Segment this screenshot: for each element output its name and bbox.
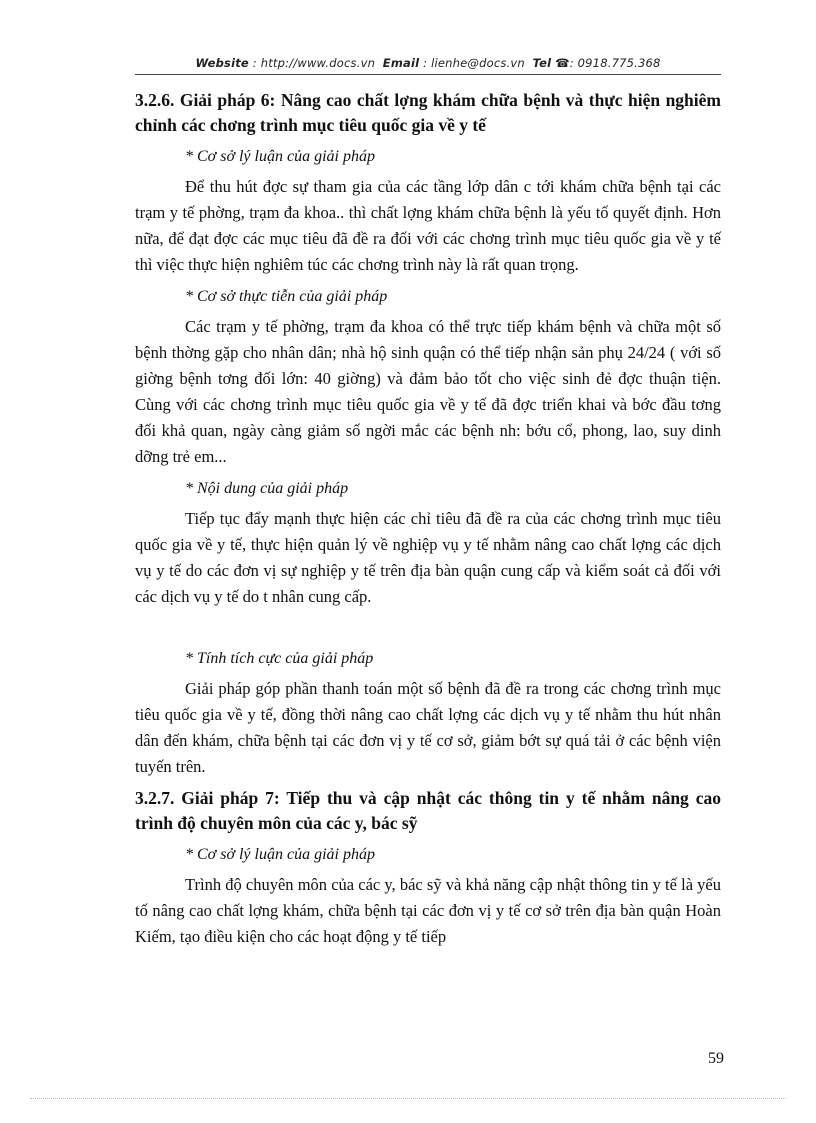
page-header bbox=[135, 56, 721, 70]
website-label: Website bbox=[195, 56, 249, 70]
subheading-practice: * Cơ sở thực tiễn của giải pháp bbox=[185, 288, 388, 305]
email-value: : lienhe@docs.vn bbox=[423, 56, 525, 70]
tel-value: : 0918.775.368 bbox=[569, 56, 661, 70]
footer-divider bbox=[30, 1098, 786, 1099]
paragraph: Trình độ chuyên môn của các y, bác sỹ và khả năng cập nhật thông tin y tế là yếu tố nâng cao chất lợng khám, chữa bệnh tại các đơn vị y tế cơ sở trên địa bàn quận Hoàn Kiếm, tạo điều kiện cho các hoạt động y tế tiếp bbox=[135, 875, 721, 946]
section-heading-3-2-7: 3.2.7. Giải pháp 7: Tiếp thu và cập nhật các thông tin y tế nhằm nâng cao trình độ chuyên môn của các y, bác sỹ bbox=[135, 788, 721, 833]
page-number: 59 bbox=[708, 1050, 724, 1067]
email-label: Email bbox=[382, 56, 420, 70]
document-body bbox=[135, 88, 721, 956]
spacer bbox=[135, 616, 721, 646]
paragraph: Giải pháp góp phần thanh toán một số bệnh đã đề ra trong các chơng trình mục tiêu quốc gia về y tế, đồng thời nâng cao chất lợng các dịch vụ y tế nhằm thu hút nhân dân đến khám, chữa bệnh tại các đơn vị y tế cơ sở, giảm bớt sự quá tải ở các bệnh viện tuyến trên. bbox=[135, 679, 721, 776]
subheading-theory: * Cơ sở lý luận của giải pháp bbox=[185, 148, 375, 165]
telephone-icon: ☎ bbox=[555, 56, 570, 70]
subheading-benefit: * Tính tích cực của giải pháp bbox=[185, 650, 374, 667]
paragraph: Tiếp tục đẩy mạnh thực hiện các chỉ tiêu đã đề ra của các chơng trình mục tiêu quốc gia về y tế, thực hiện quản lý về nghiệp vụ y tế nhằm nâng cao chất lợng các dịch vụ y tế do các đơn vị sự nghiệp y tế trên địa bàn quận cung cấp và kiểm soát cả đối với các dịch vụ y tế do t nhân cung cấp. bbox=[135, 509, 721, 606]
paragraph: Để thu hút đợc sự tham gia của các tầng lớp dân c tới khám chữa bệnh tại các trạm y tế phờng, trạm đa khoa.. thì chất lợng khám chữa bệnh là yếu tố quyết định. Hơn nữa, để đạt đợc các mục tiêu đã đề ra đối với các chơng trình mục tiêu quốc gia về y tế thì việc thực hiện nghiêm túc các chơng trình này là rất quan trọng. bbox=[135, 177, 721, 274]
subheading-content: * Nội dung của giải pháp bbox=[185, 480, 349, 497]
paragraph: Các trạm y tế phờng, trạm đa khoa có thể trực tiếp khám bệnh và chữa một số bệnh thờng gặp cho nhân dân; nhà hộ sinh quận có thể tiếp nhận sản phụ 24/24 ( với số giờng bệnh tơng đối lớn: 40 giờng) và đảm bảo tốt cho việc sinh đẻ đợc thuận tiện. Cùng với các chơng trình mục tiêu quốc gia về y tế đã đợc triển khai và bớc đầu tơng đối khả quan, ngày càng giảm số ngời mắc các bệnh nh: bớu cổ, phong, lao, suy dinh dỡng trẻ em... bbox=[135, 317, 721, 466]
subheading-theory: * Cơ sở lý luận của giải pháp bbox=[185, 846, 375, 863]
header-divider bbox=[135, 74, 721, 75]
section-heading-3-2-6: 3.2.6. Giải pháp 6: Nâng cao chất lợng khám chữa bệnh và thực hiện nghiêm chỉnh các chơng trình mục tiêu quốc gia về y tế bbox=[135, 90, 721, 135]
tel-label: Tel bbox=[532, 56, 552, 70]
website-value: : http://www.docs.vn bbox=[252, 56, 376, 70]
